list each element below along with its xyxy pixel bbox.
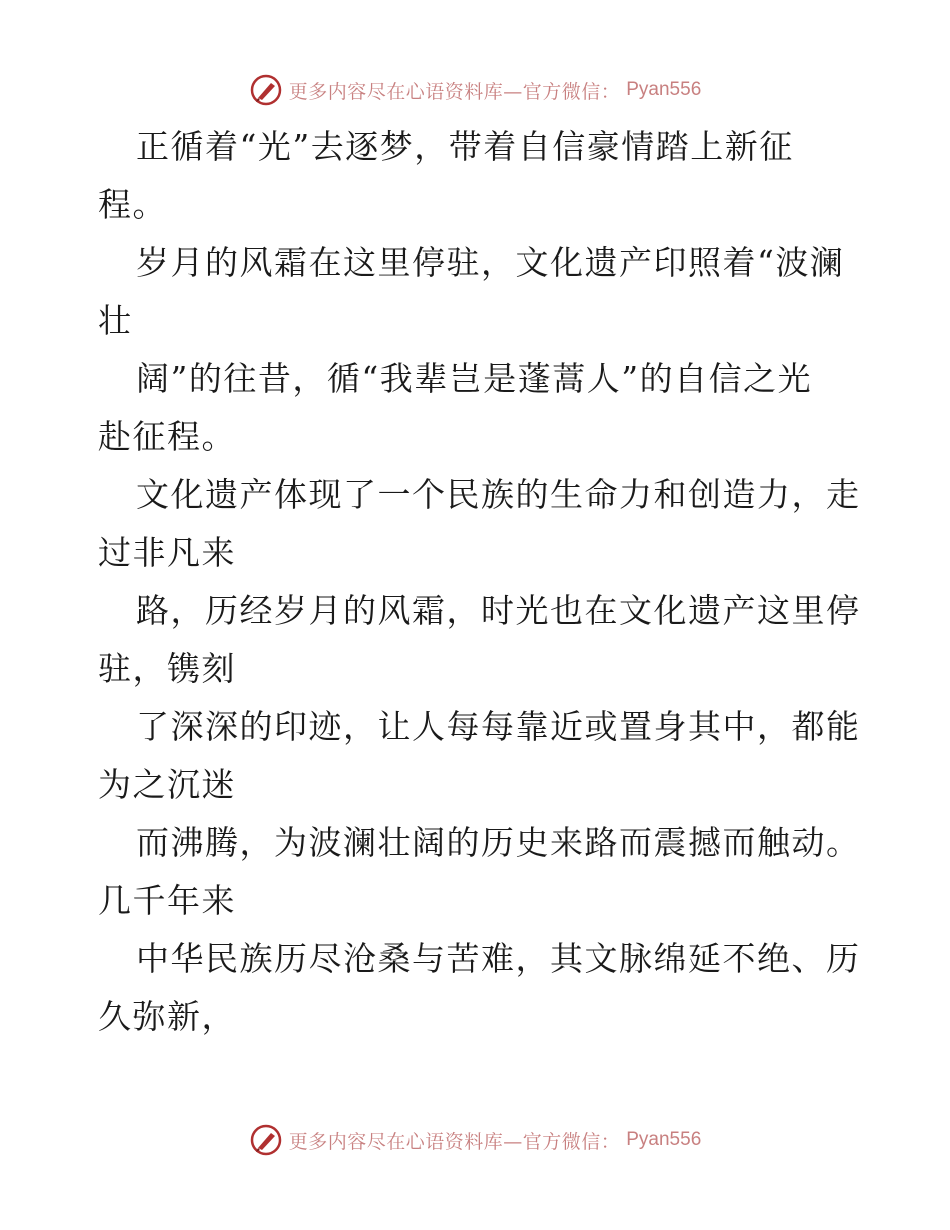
text-line: 久弥新， (98, 997, 236, 1036)
text-line: 文化遗产体现了一个民族的生命力和创造力，走 (136, 475, 861, 514)
text-line: 了深深的印迹，让人每每靠近或置身其中，都能 (136, 707, 861, 746)
text-line: 过非凡来 (98, 533, 236, 572)
text-line: 驻，镌刻 (98, 649, 236, 688)
page-footer-banner (0, 1120, 950, 1160)
text-line: 岁月的风霜在这里停驻，文化遗产印照着“波澜 (136, 243, 845, 282)
text-line: 程。 (98, 185, 167, 224)
text-line: 路，历经岁月的风霜，时光也在文化遗产这里停 (136, 591, 861, 630)
text-line: 阔”的往昔，循“我辈岂是蓬蒿人”的自信之光 (136, 359, 813, 398)
text-line: 壮 (98, 301, 133, 340)
header-wechat-id: Pyan556 (626, 79, 702, 100)
text-line: 为之沉迷 (98, 765, 236, 804)
header-banner-text: 更多内容尽在心语资料库—官方微信： (288, 80, 621, 103)
pen-logo-icon (249, 73, 283, 107)
text-line: 几千年来 (98, 881, 236, 920)
text-line: 赴征程。 (98, 417, 236, 456)
document-body (98, 118, 861, 1046)
pen-logo-icon (249, 1123, 283, 1157)
footer-wechat-id: Pyan556 (626, 1129, 702, 1150)
footer-banner-text: 更多内容尽在心语资料库—官方微信： (288, 1130, 621, 1153)
text-line: 中华民族历尽沧桑与苦难，其文脉绵延不绝、历 (136, 939, 861, 978)
page-header-banner (0, 70, 950, 110)
text-line: 而沸腾，为波澜壮阔的历史来路而震撼而触动。 (136, 823, 861, 862)
text-line: 正循着“光”去逐梦，带着自信豪情踏上新征 (136, 127, 794, 166)
